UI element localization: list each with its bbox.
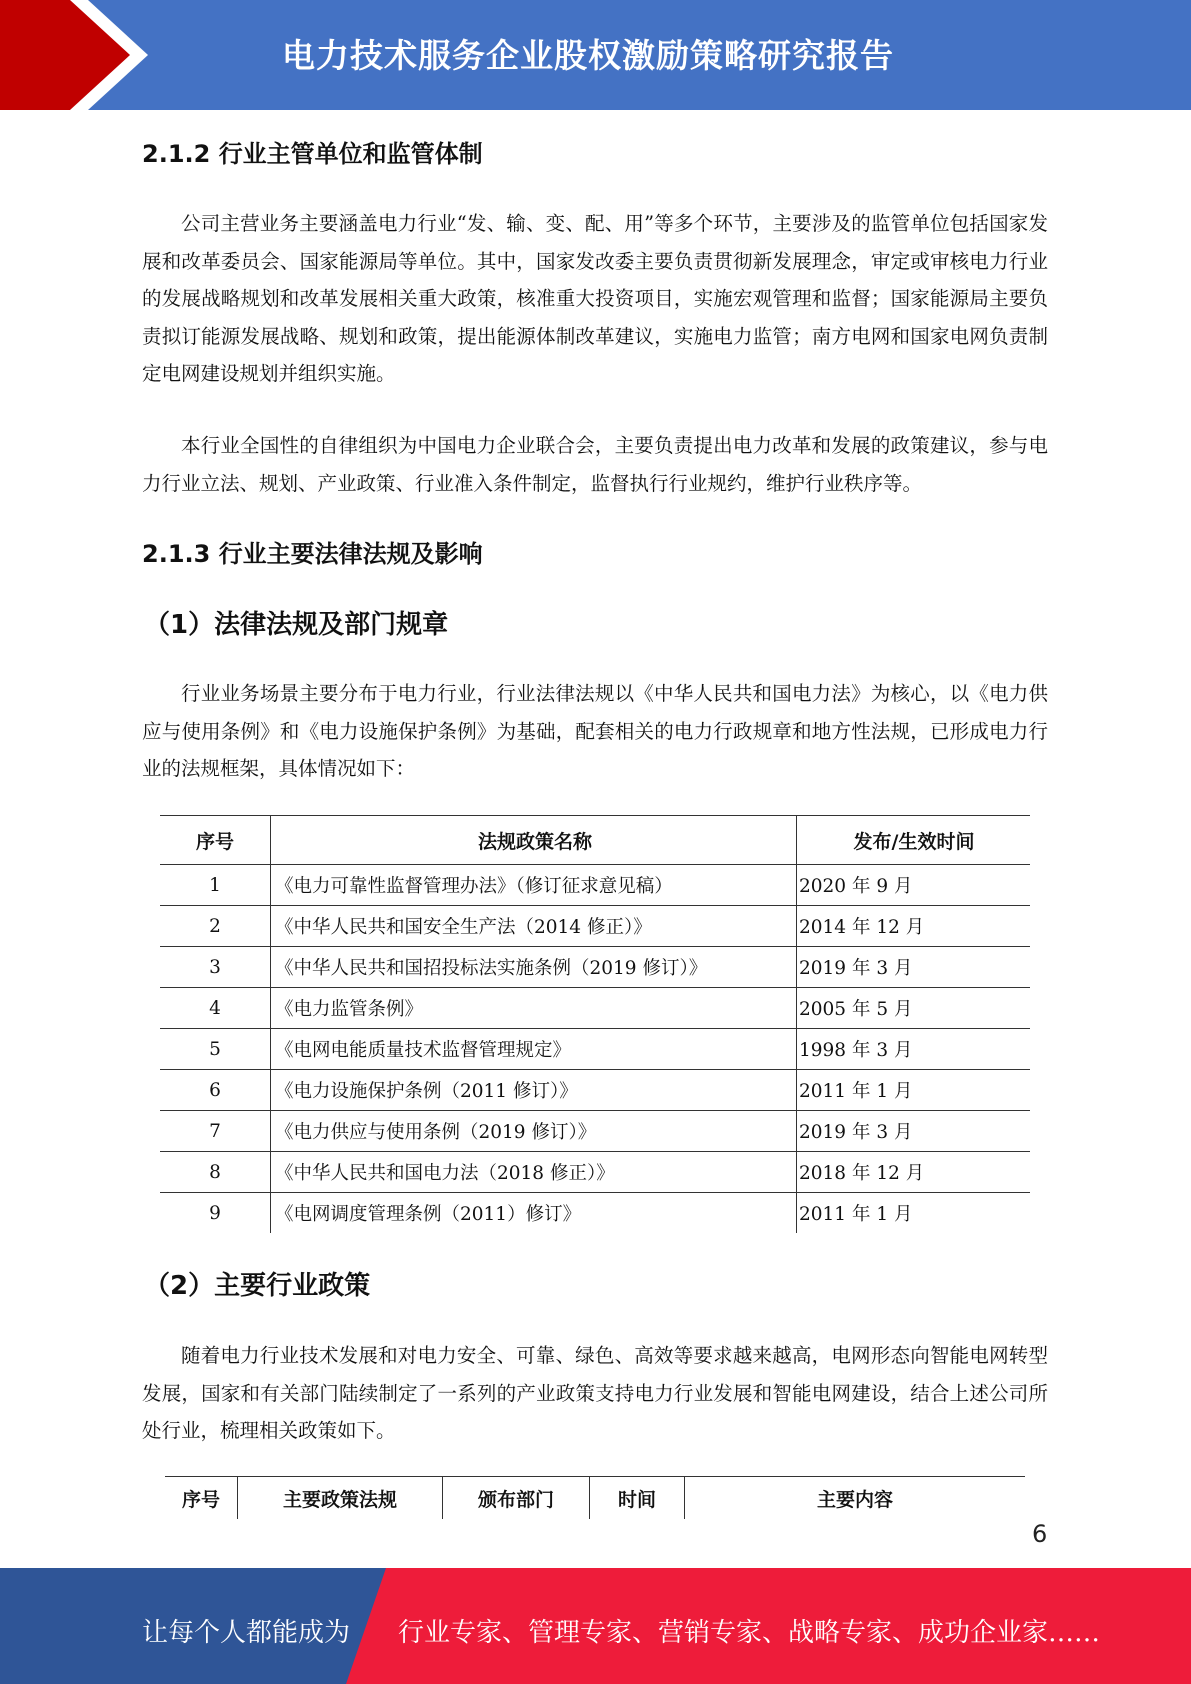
footer-slogan-left: 让每个人都能成为	[142, 1618, 351, 1648]
column-header-department: 颁布部门	[443, 1477, 590, 1520]
cell-law-name: 《电力供应与使用条例（2019 修订）》	[271, 1111, 797, 1152]
cell-law-name: 《电力监管条例》	[271, 988, 797, 1029]
cell-date: 2005 年 5 月	[797, 988, 1031, 1029]
column-header-content: 主要内容	[685, 1477, 1026, 1520]
table-row	[160, 947, 1030, 988]
report-title: 电力技术服务企业股权激励策略研究报告	[282, 36, 894, 75]
cell-law-name: 《中华人民共和国电力法（2018 修正）》	[271, 1152, 797, 1193]
cell-index: 1	[160, 865, 271, 906]
table-row	[160, 865, 1030, 906]
cell-law-name: 《电力可靠性监督管理办法》（修订征求意见稿）	[271, 865, 797, 906]
cell-index: 9	[160, 1193, 271, 1234]
cell-index: 6	[160, 1070, 271, 1111]
page-footer	[0, 1568, 1191, 1684]
column-header-law-name: 法规政策名称	[271, 816, 797, 865]
subsection-heading-laws: （1）法律法规及部门规章	[144, 610, 449, 640]
page-header	[0, 0, 1191, 110]
subsection-heading-policies: （2）主要行业政策	[144, 1271, 371, 1301]
cell-date: 2020 年 9 月	[797, 865, 1031, 906]
cell-index: 5	[160, 1029, 271, 1070]
table-header-row	[160, 816, 1030, 865]
cell-law-name: 《电网电能质量技术监督管理规定》	[271, 1029, 797, 1070]
cell-date: 2011 年 1 月	[797, 1070, 1031, 1111]
paragraph-self-regulation: 本行业全国性的自律组织为中国电力企业联合会，主要负责提出电力改革和发展的政策建议，参与电力行业立法、规划、产业政策、行业准入条件制定，监督执行行业规约，维护行业秩序等。	[142, 434, 1048, 495]
laws-table	[160, 815, 1030, 1233]
page-number: 6	[1032, 1520, 1048, 1548]
column-header-date: 发布/生效时间	[797, 816, 1031, 865]
cell-date: 2014 年 12 月	[797, 906, 1031, 947]
cell-index: 4	[160, 988, 271, 1029]
cell-index: 2	[160, 906, 271, 947]
cell-date: 1998 年 3 月	[797, 1029, 1031, 1070]
cell-law-name: 《电网调度管理条例（2011）修订》	[271, 1193, 797, 1234]
cell-date: 2019 年 3 月	[797, 947, 1031, 988]
cell-index: 7	[160, 1111, 271, 1152]
section-heading-2-1-3: 2.1.3 行业主要法律法规及影响	[142, 540, 483, 568]
cell-date: 2011 年 1 月	[799, 1204, 913, 1225]
paragraph-regulators: 公司主营业务主要涵盖电力行业“发、输、变、配、用”等多个环节，主要涉及的监管单位包括国家发展和改革委员会、国家能源局等单位。其中，国家发改委主要负责贯彻新发展理念，审定或审核电力行业的发展战略规划和改革发展相关重大政策，核准重大投资项目，实施宏观管理和监督；国家能源局主要负责拟订能源发展战略、规划和政策，提出能源体制改革建议，实施电力监管；南方电网和国家电网负责制定电网建设规划并组织实施。	[142, 212, 1048, 385]
table-header-row	[165, 1477, 1025, 1520]
column-header-policy: 主要政策法规	[238, 1477, 443, 1520]
table-row	[160, 1070, 1030, 1111]
footer-slogan-right: 行业专家、管理专家、营销专家、战略专家、成功企业家……	[398, 1618, 1101, 1648]
paragraph-laws-intro: 行业业务场景主要分布于电力行业，行业法律法规以《中华人民共和国电力法》为核心，以《电力供应与使用条例》和《电力设施保护条例》为基础，配套相关的电力行政规章和地方性法规，已形成电力行业的法规框架，具体情况如下：	[142, 682, 1048, 780]
cell-index: 8	[160, 1152, 271, 1193]
table-row	[160, 1029, 1030, 1070]
table-row	[160, 1152, 1030, 1193]
table-row	[160, 988, 1030, 1029]
table-row	[160, 1111, 1030, 1152]
table-row	[160, 1193, 1030, 1234]
column-header-index: 序号	[165, 1477, 238, 1520]
paragraph-policies-intro: 随着电力行业技术发展和对电力安全、可靠、绿色、高效等要求越来越高，电网形态向智能电网转型发展，国家和有关部门陆续制定了一系列的产业政策支持电力行业发展和智能电网建设，结合上述公司所处行业，梳理相关政策如下。	[142, 1344, 1048, 1442]
column-header-time: 时间	[590, 1477, 685, 1520]
cell-date: 2019 年 3 月	[797, 1111, 1031, 1152]
cell-date: 2018 年 12 月	[797, 1152, 1031, 1193]
header-arrow-decoration	[0, 0, 160, 110]
cell-law-name: 《中华人民共和国安全生产法（2014 修正）》	[271, 906, 797, 947]
column-header-index: 序号	[160, 816, 271, 865]
section-heading-2-1-2: 2.1.2 行业主管单位和监管体制	[142, 140, 483, 168]
policy-table	[165, 1476, 1025, 1519]
cell-law-name: 《电力设施保护条例（2011 修订）》	[271, 1070, 797, 1111]
cell-index: 3	[160, 947, 271, 988]
table-row	[160, 906, 1030, 947]
cell-law-name: 《中华人民共和国招投标法实施条例（2019 修订）》	[271, 947, 797, 988]
